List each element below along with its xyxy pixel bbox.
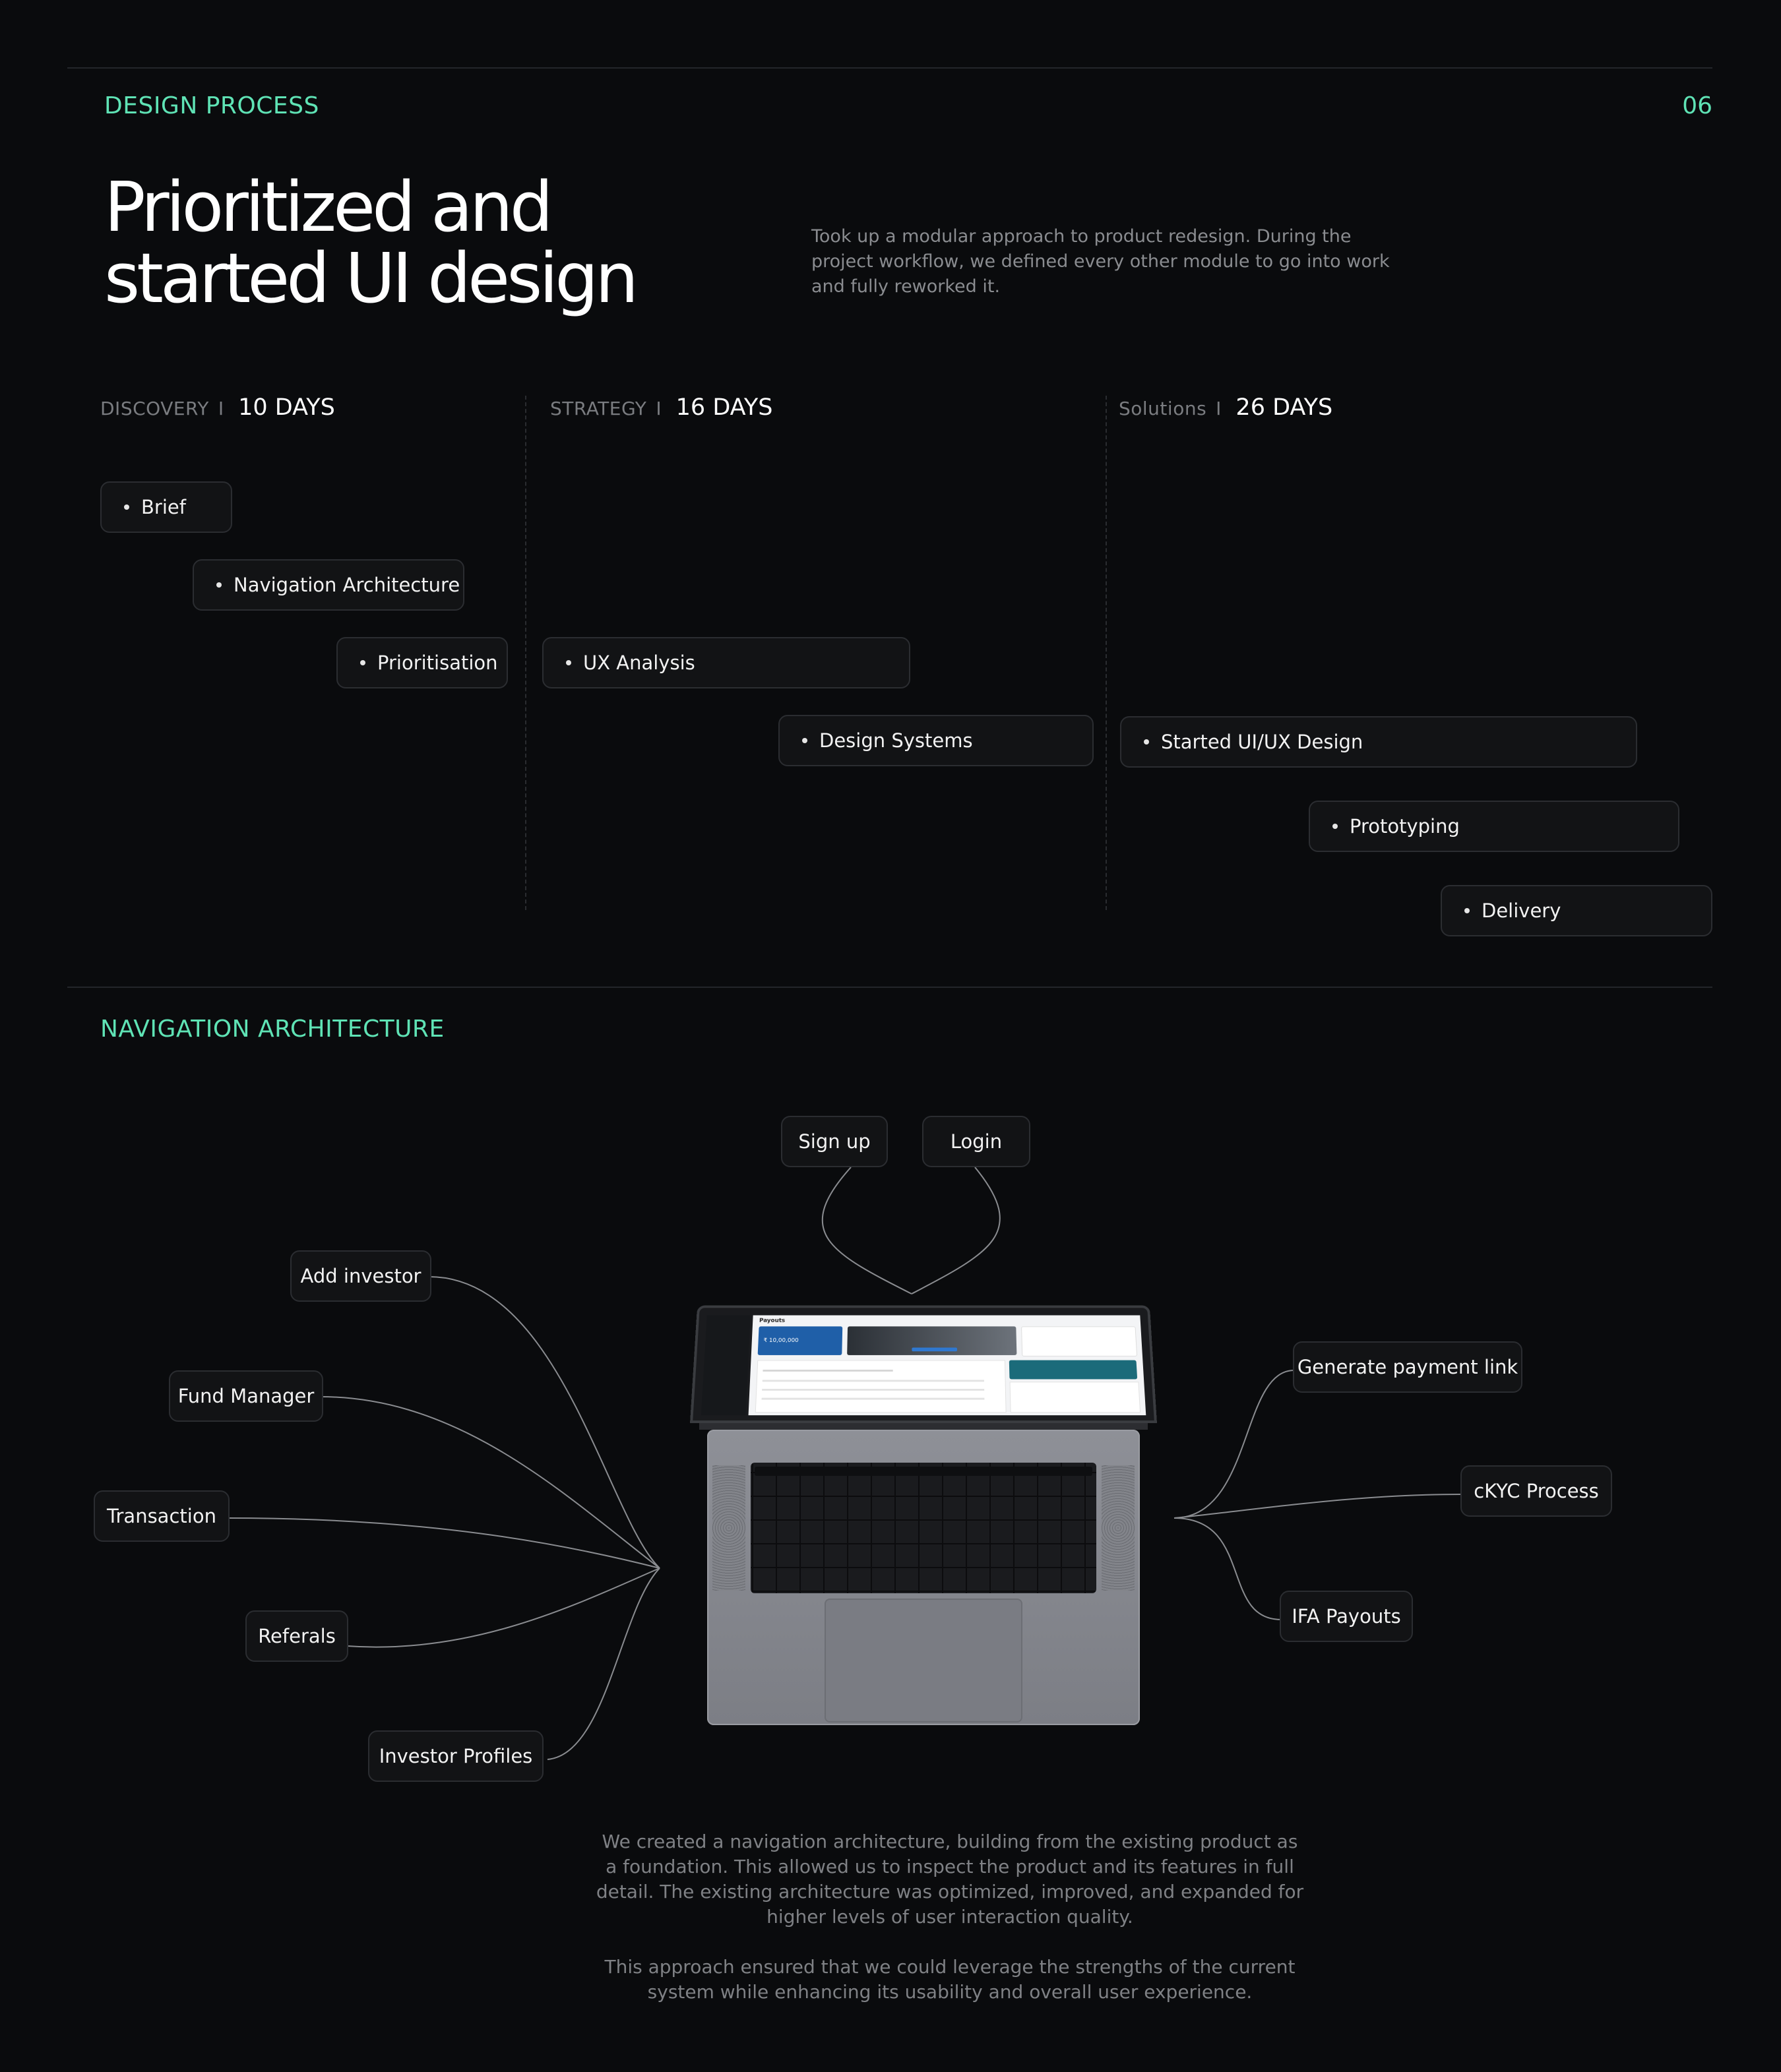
table-line: [762, 1389, 984, 1391]
connector-ckyc-process: [1174, 1494, 1462, 1518]
nav-node-sign-up[interactable]: Sign up: [781, 1116, 888, 1167]
table-line: [763, 1380, 984, 1382]
section-label-design-process: DESIGN PROCESS: [104, 92, 319, 119]
phase-name: STRATEGY: [550, 398, 647, 419]
laptop-screen: [690, 1306, 1157, 1423]
speaker-right: [1102, 1465, 1135, 1591]
connector-generate-payment-link: [1174, 1370, 1294, 1518]
nav-node-ifa-payouts[interactable]: IFA Payouts: [1280, 1591, 1413, 1642]
info-card: [1021, 1326, 1137, 1356]
teal-card: [1009, 1360, 1137, 1380]
connector-transaction: [228, 1518, 660, 1568]
app-title: Payouts: [759, 1318, 786, 1324]
laptop-illustration: [686, 1296, 1161, 1725]
app-content: [749, 1315, 1146, 1415]
nav-node-add-investor[interactable]: Add investor: [290, 1250, 431, 1302]
task-label: Design Systems: [819, 729, 973, 752]
table-line: [763, 1370, 892, 1372]
promo-bar: [912, 1347, 957, 1351]
speaker-left: [712, 1465, 745, 1591]
laptop-base: [707, 1430, 1140, 1725]
page-number: 06: [1682, 92, 1712, 119]
connector-ifa-payouts: [1174, 1518, 1281, 1620]
balance-amount: ₹ 10,00,000: [763, 1337, 799, 1344]
task-label: Started UI/UX Design: [1161, 731, 1363, 753]
title-line-2: started UI design: [104, 238, 636, 319]
connector-investor-profiles: [547, 1568, 660, 1759]
connector-referals: [347, 1568, 660, 1647]
phase-separator: I: [218, 398, 224, 419]
trackpad: [825, 1599, 1022, 1722]
task-label: Delivery: [1482, 899, 1561, 922]
keyboard: [751, 1463, 1096, 1593]
task-label: Prototyping: [1350, 815, 1460, 838]
side-panel: [1010, 1382, 1141, 1413]
connector-signup: [823, 1167, 912, 1294]
task-label: Navigation Architecture: [234, 574, 460, 596]
connector-fund-manager: [321, 1397, 660, 1568]
table-line: [762, 1398, 985, 1400]
phase-duration: 10 DAYS: [238, 394, 335, 421]
phase-duration: 26 DAYS: [1235, 394, 1333, 421]
phase-duration: 16 DAYS: [675, 394, 773, 421]
touch-bar: [755, 1467, 1092, 1476]
navigation-description-2: This approach ensured that we could leverage the strengths of the current system while enhancing its usability and overall user experience.: [604, 1956, 1296, 2003]
app-sidebar: [701, 1315, 751, 1415]
task-label: UX Analysis: [583, 652, 695, 674]
balance-card: [758, 1326, 843, 1355]
nav-node-fund-manager[interactable]: Fund Manager: [169, 1370, 323, 1422]
phase-separator: I: [656, 398, 662, 419]
task-label: Brief: [141, 496, 186, 518]
nav-node-ckyc-process[interactable]: cKYC Process: [1460, 1465, 1612, 1517]
nav-node-generate-payment-link[interactable]: Generate payment link: [1293, 1341, 1522, 1393]
title-line-1: Prioritized and: [104, 167, 550, 247]
section-label-navigation-architecture: NAVIGATION ARCHITECTURE: [100, 1016, 445, 1043]
nav-node-referals[interactable]: Referals: [245, 1610, 348, 1662]
connector-login: [912, 1167, 1000, 1294]
nav-node-login[interactable]: Login: [922, 1116, 1030, 1167]
phase-name: DISCOVERY: [100, 398, 209, 419]
navigation-description-1: We created a navigation architecture, building from the existing product as a foundation. This allowed us to inspect the product and its features in full detail. The existing architecture was optimized, improved, and expanded for higher levels of user interaction quality.: [596, 1831, 1304, 1928]
laptop-hinge: [699, 1423, 1148, 1430]
promo-card: [847, 1326, 1016, 1355]
nav-node-investor-profiles[interactable]: Investor Profiles: [368, 1730, 544, 1782]
phase-separator: I: [1216, 398, 1222, 419]
intro-text: Took up a modular approach to product redesign. During the project workflow, we defined every other module to go into work and fully reworked it.: [811, 226, 1390, 297]
table-panel: [755, 1360, 1007, 1413]
connector-add-investor: [429, 1277, 660, 1568]
task-label: Prioritisation: [377, 652, 498, 674]
phase-name: Solutions: [1119, 398, 1207, 419]
nav-node-transaction[interactable]: Transaction: [94, 1490, 230, 1542]
